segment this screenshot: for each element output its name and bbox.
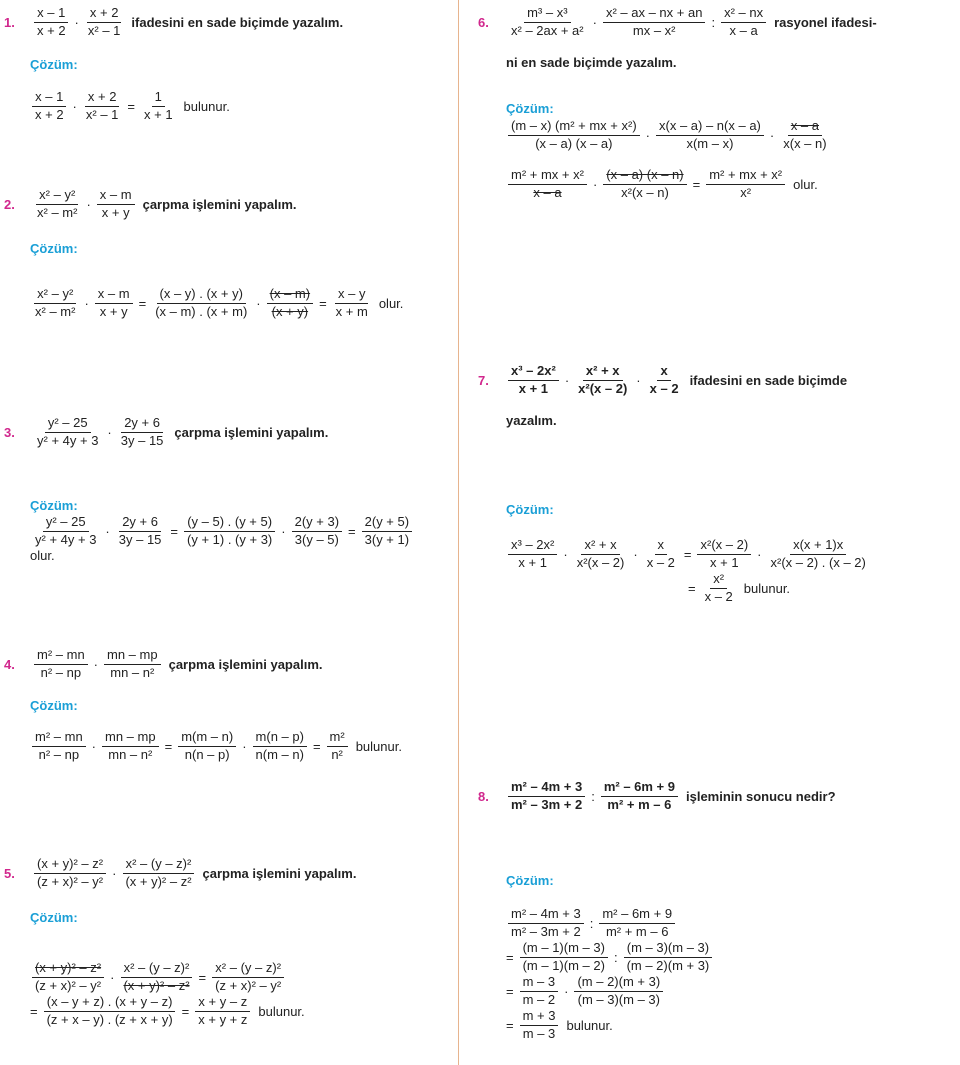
denominator: x² – 1 (85, 106, 119, 122)
fraction (697, 538, 751, 571)
math-operator: = (312, 738, 321, 754)
math-operator: = (181, 1003, 190, 1019)
denominator: x + 2 (37, 22, 66, 38)
question-text: çarpma işlemini yapalım. (202, 865, 357, 881)
result-fraction (706, 168, 785, 201)
math-operator: · (84, 295, 89, 311)
problem-2-solution (30, 287, 403, 320)
denominator: m² + m – 6 (607, 796, 672, 812)
problem-8-solution (506, 906, 714, 1043)
numerator: (x – m) (267, 287, 313, 304)
solution-label: Çözüm: (30, 57, 78, 72)
fraction (44, 995, 176, 1028)
math-operator: : (591, 788, 595, 804)
inline-text: bulunur. (258, 1003, 305, 1019)
math-operator: · (281, 523, 286, 539)
problem-8-question (478, 780, 836, 813)
numerator: (m – x) (m² + mx + x²) (508, 119, 640, 136)
fraction (152, 287, 250, 320)
denominator: (x + y)² – z² (123, 977, 190, 993)
fraction (32, 515, 99, 548)
denominator: x² – 2ax + a² (511, 22, 584, 38)
math-operator: = (127, 98, 135, 114)
denominator: x²(x – n) (621, 184, 669, 200)
denominator: (z + x)² – y² (37, 873, 104, 889)
fraction (508, 538, 557, 571)
fraction (122, 857, 194, 890)
denominator: (m – 2)(m + 3) (626, 957, 710, 973)
denominator: (x – a) (x – a) (535, 135, 613, 151)
denominator: 3y – 15 (118, 531, 162, 547)
denominator: x – 2 (704, 588, 733, 604)
question-text-continued: ni en sade biçimde yazalım. (506, 54, 677, 70)
math-operator: · (74, 14, 79, 30)
fraction (32, 961, 104, 994)
math-operator: = (506, 949, 514, 965)
numerator: x (655, 538, 668, 555)
numerator: (x – y + z) . (x + y – z) (44, 995, 176, 1012)
numerator: m² + mx + x² (706, 168, 785, 185)
numerator: x + 2 (85, 90, 120, 107)
numerator: (y – 5) . (y + 5) (184, 515, 275, 532)
problem-6-question (478, 6, 877, 70)
fraction (97, 188, 135, 221)
denominator: x – a (729, 22, 758, 38)
problem-number: 3. (4, 424, 15, 440)
numerator: x + 2 (87, 6, 122, 23)
numerator: x³ – 2x² (508, 538, 557, 555)
denominator: x + y (101, 204, 130, 220)
problem-number: 6. (478, 14, 489, 30)
denominator: m – 2 (522, 991, 556, 1007)
fraction (292, 515, 342, 548)
inline-text: bulunur. (566, 1017, 613, 1033)
fraction (644, 538, 678, 571)
math-operator: = (688, 580, 696, 596)
fraction (508, 907, 584, 940)
math-operator: · (563, 546, 568, 562)
denominator: m² + m – 6 (605, 923, 669, 939)
fraction (574, 975, 663, 1008)
denominator: x(x – n) (783, 135, 827, 151)
numerator: (x + y)² – z² (32, 961, 104, 978)
fraction (95, 287, 133, 320)
fraction (603, 168, 686, 201)
fraction (32, 730, 86, 763)
numerator: x² – (y – z)² (123, 857, 195, 874)
fraction (508, 168, 587, 201)
numerator: (m – 3)(m – 3) (624, 941, 712, 958)
fraction (104, 648, 161, 681)
fraction (178, 730, 236, 763)
denominator: x + y + z (198, 1011, 248, 1027)
numerator: x – 1 (32, 90, 66, 107)
numerator: 1 (152, 90, 165, 107)
fraction (32, 287, 78, 320)
denominator: y² + 4y + 3 (35, 531, 97, 547)
denominator: n² – np (40, 664, 82, 680)
denominator: (m – 1)(m – 2) (522, 957, 605, 973)
denominator: x² – m² (35, 303, 76, 319)
numerator: (x – a) (x – n) (603, 168, 686, 185)
math-operator: = (692, 176, 701, 192)
numerator: 2y + 6 (119, 515, 161, 532)
math-operator: = (138, 295, 147, 311)
math-operator: · (757, 546, 762, 562)
math-operator: : (589, 915, 594, 931)
problem-3-question (4, 416, 328, 449)
numerator: m³ – x³ (524, 6, 570, 23)
problem-number: 8. (478, 788, 489, 804)
problem-number: 2. (4, 196, 15, 212)
math-operator: · (645, 127, 651, 143)
math-operator: · (633, 546, 638, 562)
math-operator: · (110, 969, 115, 985)
numerator: m(m – n) (178, 730, 236, 747)
numerator: 2(y + 3) (292, 515, 342, 532)
math-operator: = (30, 1003, 38, 1019)
denominator: (m – 3)(m – 3) (577, 991, 660, 1007)
math-operator: · (592, 14, 597, 30)
numerator: m² – 4m + 3 (508, 780, 585, 797)
numerator: m² + mx + x² (508, 168, 587, 185)
numerator: x² – ax – nx + an (603, 6, 705, 23)
math-operator: = (348, 523, 356, 539)
math-operator: · (91, 738, 97, 754)
fraction (118, 416, 167, 449)
math-operator: · (769, 127, 775, 143)
fraction (85, 6, 124, 39)
math-operator: : (711, 14, 716, 30)
numerator: m² – mn (32, 730, 86, 747)
fraction (116, 515, 165, 548)
result-fraction (327, 730, 348, 763)
math-operator: · (93, 656, 99, 672)
problem-2-question (4, 188, 297, 221)
problem-3-solution (30, 515, 414, 563)
fraction (508, 119, 640, 152)
numerator: (x + y)² – z² (34, 857, 106, 874)
numerator: x² + x (581, 538, 619, 555)
numerator: x – 1 (34, 6, 68, 23)
numerator: x – m (97, 188, 135, 205)
question-text: çarpma işlemini yapalım. (142, 196, 297, 212)
numerator: 2y + 6 (121, 416, 163, 433)
fraction (34, 416, 101, 449)
problem-number: 5. (4, 865, 15, 881)
numerator: x²(x – 2) (697, 538, 751, 555)
numerator: x – m (95, 287, 133, 304)
fraction (508, 364, 559, 397)
math-operator: = (198, 969, 207, 985)
math-operator: = (319, 295, 327, 311)
denominator: x + 1 (144, 106, 173, 122)
fraction (520, 975, 559, 1008)
math-operator: · (86, 196, 91, 212)
denominator: (x – m) . (x + m) (155, 303, 248, 319)
denominator: mn – n² (108, 746, 153, 762)
inline-text: bulunur. (743, 580, 791, 596)
fraction (624, 941, 713, 974)
denominator: x + 1 (518, 554, 547, 570)
question-text: rasyonel ifadesi- (774, 14, 877, 30)
result-fraction (702, 572, 736, 605)
denominator: x² – m² (37, 204, 78, 220)
problem-1-solution (30, 90, 230, 123)
denominator: 3(y – 5) (294, 531, 339, 547)
numerator: x² – (y – z)² (212, 961, 284, 978)
fraction (34, 188, 80, 221)
fraction (574, 538, 628, 571)
fraction (32, 90, 67, 123)
numerator: y² – 25 (43, 515, 89, 532)
denominator: (x + y)² – z² (125, 873, 192, 889)
math-operator: · (256, 295, 261, 311)
denominator: (x + y) (271, 303, 309, 319)
question-text: çarpma işlemini yapalım. (168, 656, 323, 672)
denominator: n(m – n) (255, 746, 304, 762)
denominator: mn – n² (110, 664, 155, 680)
numerator: x – a (788, 119, 822, 136)
numerator: m² – 6m + 9 (599, 907, 675, 924)
math-operator: : (613, 949, 618, 965)
numerator: m² – 6m + 9 (601, 780, 678, 797)
fraction (267, 287, 313, 320)
result-fraction (141, 90, 176, 123)
numerator: x² – y² (34, 287, 76, 304)
solution-label: Çözüm: (506, 101, 554, 116)
math-operator: = (506, 1017, 514, 1033)
math-operator: · (636, 372, 641, 388)
denominator: (y + 1) . (y + 3) (187, 531, 273, 547)
math-operator: = (506, 983, 514, 999)
fraction (520, 941, 608, 974)
column-divider (458, 0, 459, 1065)
question-text: çarpma işlemini yapalım. (174, 424, 329, 440)
inline-text: olur. (793, 176, 818, 192)
denominator: n² (331, 746, 343, 762)
solution-label: Çözüm: (30, 241, 78, 256)
inline-text: bulunur. (355, 738, 402, 754)
numerator: (x – y) . (x + y) (157, 287, 246, 304)
denominator: mx – x² (632, 22, 676, 38)
fraction (721, 6, 766, 39)
inline-text: olur. (378, 295, 404, 311)
solution-suffix: olur. (30, 547, 55, 563)
denominator: x² – 1 (87, 22, 121, 38)
inline-text: bulunur. (183, 98, 230, 114)
fraction (34, 6, 69, 39)
problem-6-solution (506, 118, 832, 202)
problem-4-question (4, 648, 323, 681)
math-operator: · (592, 176, 598, 192)
result-fraction (520, 1009, 559, 1042)
denominator: m – 3 (522, 1025, 556, 1041)
numerator: x² – y² (36, 188, 78, 205)
question-text: ifadesini en sade biçimde (689, 372, 848, 388)
denominator: m² – 3m + 2 (511, 796, 583, 812)
denominator: x² (740, 184, 752, 200)
question-text: ifadesini en sade biçimde yazalım. (131, 14, 344, 30)
fraction (120, 961, 192, 994)
denominator: n² – np (38, 746, 80, 762)
problem-4-solution (30, 730, 402, 763)
numerator: m² – mn (34, 648, 88, 665)
math-operator: · (564, 372, 570, 388)
numerator: x(x + 1)x (790, 538, 846, 555)
denominator: (z + x – y) . (z + x + y) (46, 1011, 173, 1027)
numerator: y² – 25 (45, 416, 91, 433)
numerator: x² – (y – z)² (121, 961, 193, 978)
problem-number: 7. (478, 372, 489, 388)
denominator: y² + 4y + 3 (37, 432, 99, 448)
fraction (83, 90, 122, 123)
math-operator: · (105, 523, 110, 539)
numerator: x² + x (583, 364, 623, 381)
math-operator: · (112, 865, 117, 881)
numerator: x – y (335, 287, 368, 304)
numerator: x² (710, 572, 727, 589)
fraction (599, 907, 675, 940)
denominator: (z + x)² – y² (215, 977, 282, 993)
denominator: 3(y + 1) (364, 531, 410, 547)
denominator: 3y – 15 (120, 432, 164, 448)
fraction (212, 961, 284, 994)
denominator: x²(x – 2) . (x – 2) (770, 554, 866, 570)
fraction (601, 780, 678, 813)
numerator: x³ – 2x² (508, 364, 559, 381)
math-operator: · (564, 983, 569, 999)
fraction (603, 6, 705, 39)
numerator: 2(y + 5) (362, 515, 412, 532)
numerator: x + y – z (195, 995, 250, 1012)
problem-number: 1. (4, 14, 15, 30)
question-text-continued: yazalım. (506, 412, 557, 428)
denominator: x – a (533, 184, 562, 200)
result-fraction (362, 515, 412, 548)
denominator: m² – 3m + 2 (511, 923, 581, 939)
numerator: x (657, 364, 670, 381)
numerator: mn – mp (102, 730, 159, 747)
problem-1-question (4, 6, 343, 39)
math-operator: · (72, 98, 77, 114)
fraction (768, 538, 869, 571)
numerator: m(n – p) (253, 730, 307, 747)
math-operator: · (242, 738, 247, 754)
denominator: n(n – p) (184, 746, 230, 762)
fraction (575, 364, 630, 397)
problem-7-solution (506, 537, 871, 606)
problem-5-solution (30, 960, 305, 1029)
math-operator: = (683, 546, 692, 562)
math-operator: = (170, 523, 179, 539)
solution-label: Çözüm: (30, 498, 78, 513)
numerator: m + 3 (520, 1009, 559, 1026)
problem-5-question (4, 857, 356, 890)
denominator: x²(x – 2) (578, 380, 628, 396)
math-operator: · (107, 424, 112, 440)
fraction (647, 364, 682, 397)
denominator: x + 1 (710, 554, 739, 570)
solution-label: Çözüm: (506, 873, 554, 888)
denominator: x + m (335, 303, 368, 319)
numerator: (m – 2)(m + 3) (574, 975, 663, 992)
denominator: x(m – x) (686, 135, 734, 151)
numerator: m – 3 (520, 975, 559, 992)
numerator: x² – nx (721, 6, 766, 23)
denominator: (z + x)² – y² (35, 977, 102, 993)
math-operator: = (164, 738, 173, 754)
question-text: işleminin sonucu nedir? (686, 788, 836, 804)
fraction (102, 730, 159, 763)
problem-7-question (478, 364, 847, 428)
problem-number: 4. (4, 656, 15, 672)
numerator: mn – mp (104, 648, 161, 665)
fraction (34, 857, 106, 890)
solution-label: Çözüm: (30, 910, 78, 925)
denominator: x + 1 (518, 380, 549, 396)
solution-label: Çözüm: (30, 698, 78, 713)
fraction (508, 6, 587, 39)
result-fraction (333, 287, 371, 320)
denominator: x – 2 (649, 380, 679, 396)
fraction (508, 780, 585, 813)
fraction (184, 515, 275, 548)
numerator: x(x – a) – n(x – a) (656, 119, 764, 136)
fraction (780, 119, 829, 152)
denominator: x + y (99, 303, 128, 319)
denominator: x + 2 (35, 106, 64, 122)
fraction (34, 648, 88, 681)
denominator: x²(x – 2) (576, 554, 625, 570)
numerator: m² (327, 730, 348, 747)
fraction (656, 119, 764, 152)
numerator: (m – 1)(m – 3) (520, 941, 608, 958)
result-fraction (195, 995, 250, 1028)
denominator: x – 2 (646, 554, 675, 570)
solution-label: Çözüm: (506, 502, 554, 517)
numerator: m² – 4m + 3 (508, 907, 584, 924)
fraction (253, 730, 307, 763)
